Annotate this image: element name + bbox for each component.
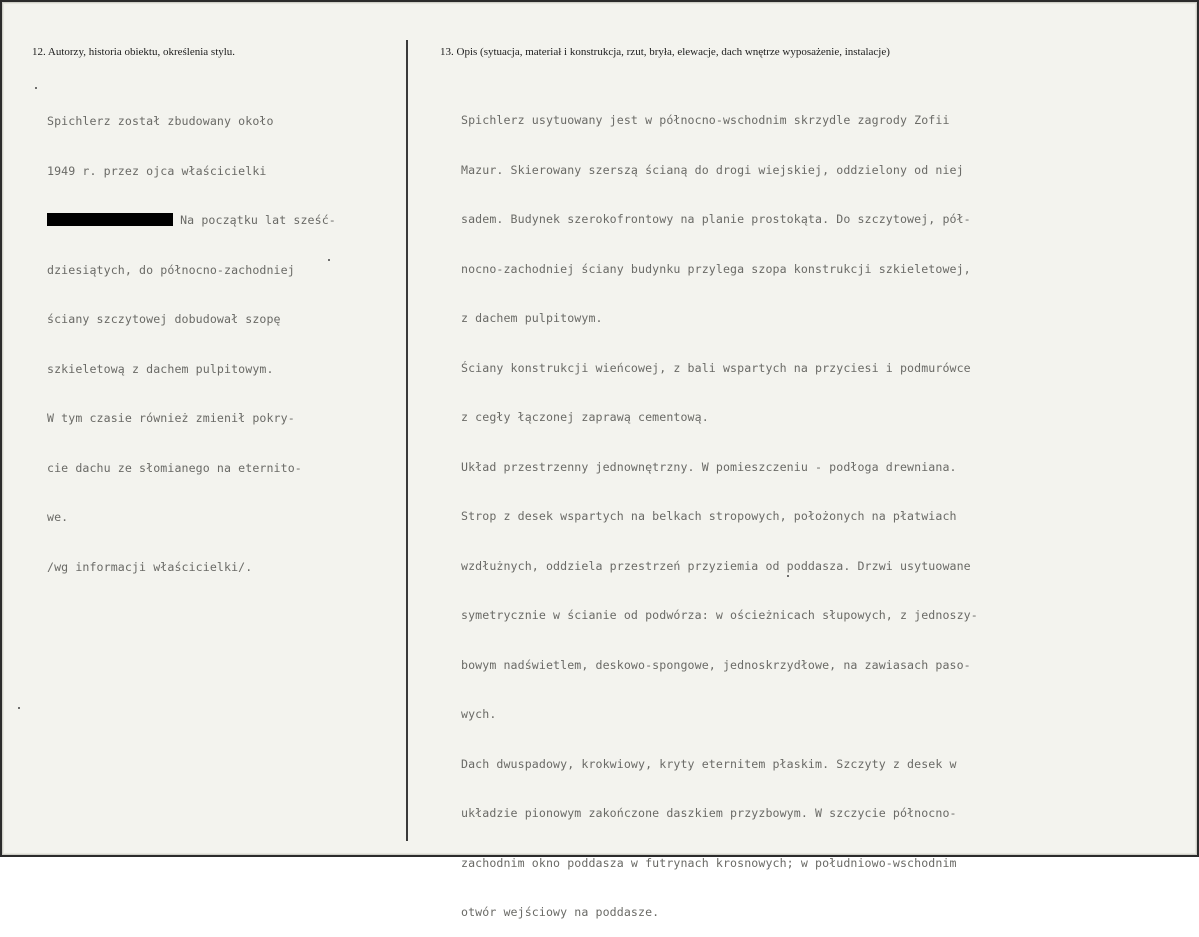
scan-speck — [35, 87, 37, 89]
text-line: /wg informacji właścicielki/. — [47, 559, 253, 574]
text-line: układzie pionowym zakończone daszkiem przyzbowym. W szczycie północno- — [461, 806, 957, 820]
section-12-text — [47, 80, 336, 592]
text-line: Ściany konstrukcji wieńcowej, z bali wspartych na przyciesi i podmurówce — [461, 360, 971, 375]
text-line: Spichlerz został zbudowany około — [47, 114, 274, 128]
section-12-heading: 12. Autorzy, historia obiektu, określenia stylu. — [32, 46, 236, 58]
text-line: Strop z desek wspartych na belkach stropowych, położonych na płatwiach — [461, 509, 957, 523]
text-line: dziesiątych, do północno-zachodniej — [47, 262, 295, 277]
text-line: nocno-zachodniej ściany budynku przylega szopa konstrukcji szkieletowej, — [461, 261, 971, 276]
text-line: otwór wejściowy na poddasze. — [461, 905, 660, 919]
text-line: zachodnim okno poddasza w futrynach krosnowych; w południowo-wschodnim — [461, 855, 957, 870]
text-line: cie dachu ze słomianego na eternito- — [47, 460, 302, 475]
text-line: W tym czasie również zmienił pokry- — [47, 411, 295, 425]
text-line: sadem. Budynek szerokofrontowy na planie prostokąta. Do szczytowej, pół- — [461, 212, 971, 226]
text-line: Mazur. Skierowany szerszą ścianą do drogi wiejskiej, oddzielony od niej — [461, 162, 964, 177]
text-line: symetrycznie w ścianie od podwórza: w ościeżnicach słupowych, z jednoszy- — [461, 608, 978, 622]
text-line: wych. — [461, 707, 497, 721]
section-13-heading: 13. Opis (sytuacja, materiał i konstrukcja, rzut, bryła, elewacje, dach wnętrze wyposażenie, instalacje) — [440, 46, 890, 58]
text-line: z dachem pulpitowym. — [461, 311, 603, 325]
column-divider — [406, 40, 408, 841]
text-line: Spichlerz usytuowany jest w północno-wschodnim skrzydle zagrody Zofii — [461, 113, 950, 127]
text-line: z cegły łączonej zaprawą cementową. — [461, 410, 709, 424]
scan-speck — [787, 575, 789, 577]
text-line: wzdłużnych, oddziela przestrzeń przyziemia od poddasza. Drzwi usytuowane — [461, 558, 971, 573]
redaction-bar — [47, 213, 173, 226]
scan-speck — [328, 259, 330, 261]
text-line-fragment: Na początku lat sześć- — [180, 213, 336, 227]
text-line: szkieletową z dachem pulpitowym. — [47, 361, 274, 376]
section-13-text — [461, 79, 978, 937]
text-line: 1949 r. przez ojca właścicielki — [47, 163, 267, 178]
text-line: Dach dwuspadowy, krokwiowy, kryty eternitem płaskim. Szczyty z desek w — [461, 756, 957, 771]
text-line: bowym nadświetlem, deskowo-spongowe, jednoskrzydłowe, na zawiasach paso- — [461, 657, 971, 672]
scan-speck — [18, 707, 20, 709]
text-line: we. — [47, 510, 69, 524]
text-line — [47, 212, 336, 229]
text-line: Układ przestrzenny jednownętrzny. W pomieszczeniu - podłoga drewniana. — [461, 459, 957, 474]
text-line: ściany szczytowej dobudował szopę — [47, 312, 281, 326]
